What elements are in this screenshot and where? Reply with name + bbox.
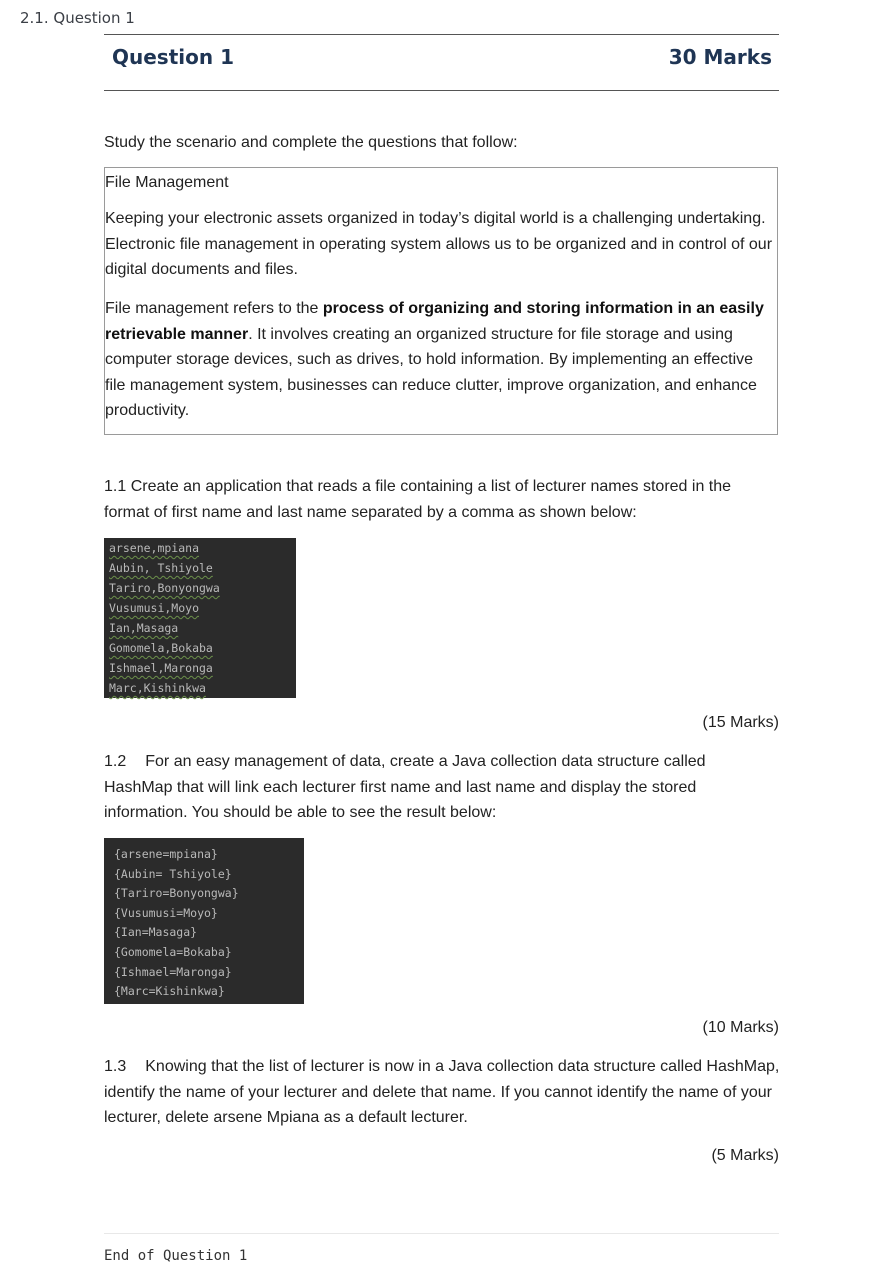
header-bottom-rule — [104, 90, 779, 91]
scenario-box — [104, 167, 778, 435]
question-1-2-body: For an easy management of data, create a Java collection data structure called HashMap that will link each lecturer first name and last name and display the stored information. You should be able to see the result below: — [104, 753, 706, 821]
question-1-1-text: 1.1 Create an application that reads a file containing a list of lecturer names stored in the format of first name and last name separated by a comma as shown below: — [104, 478, 732, 521]
footer-divider — [104, 1233, 779, 1234]
question-1-3-marks: (5 Marks) — [711, 1147, 779, 1164]
header-top-rule — [104, 34, 779, 35]
question-1-3-text — [104, 1054, 784, 1131]
para2-end: . It involves creating an organized structure for file storage and using computer storage devices, such as drives, to hold information. By implementing an effective file management system, businesses can reduce clutter, improve organization, and enhance productivity. — [105, 325, 757, 419]
scenario-paragraph-1: Keeping your electronic assets organized in today’s digital world is a challenging undertaking. Electronic file management in operating system allows us to be organized and in control of our digital documents and files. — [105, 210, 773, 278]
file-line: Vusumusi,Moyo — [109, 601, 200, 615]
intro-text: Study the scenario and complete the questions that follow: — [104, 134, 518, 151]
scenario-title: File Management — [105, 174, 229, 191]
output-line: {Gomomela=Bokaba} — [114, 944, 232, 959]
hashmap-output-code-block — [104, 838, 304, 1004]
question-1-2-marks: (10 Marks) — [702, 1019, 779, 1036]
file-line: Aubin, Tshiyole — [109, 561, 213, 575]
para2-start: File management refers to the — [105, 300, 323, 317]
file-content-code-block — [104, 538, 296, 698]
output-line: {arsene=mpiana} — [114, 847, 218, 861]
output-line: {Ian=Masaga} — [114, 925, 198, 940]
file-line: Ishmael,Maronga — [109, 661, 213, 675]
file-line: Gomomela,Bokaba — [109, 641, 213, 655]
question-1-3-number: 1.3 — [104, 1058, 127, 1075]
question-1-2-text — [104, 749, 744, 826]
question-title: Question 1 — [112, 45, 234, 69]
file-line: Tariro,Bonyongwa — [109, 581, 220, 595]
output-line: {Tariro=Bonyongwa} — [114, 886, 239, 901]
output-line: {Vusumusi=Moyo} — [114, 905, 218, 920]
breadcrumb[interactable]: 2.1. Question 1 — [20, 9, 135, 27]
output-line: {Marc=Kishinkwa} — [114, 984, 225, 999]
para2-bold: process of organizing and storing information in an easily retrievable manner — [105, 300, 764, 343]
end-of-question-label: End of Question 1 — [104, 1248, 248, 1264]
file-line: Marc,Kishinkwa — [109, 681, 206, 695]
file-line: Ian,Masaga — [109, 621, 179, 635]
output-line: {Ishmael=Maronga} — [114, 964, 232, 979]
question-1-3-body: Knowing that the list of lecturer is now in a Java collection data structure called HashMap, identify the name of your lecturer and delete that name. If you cannot identify the name of your lecturer, delete arsene Mpiana as a default lecturer. — [104, 1058, 780, 1126]
scenario-paragraph-2 — [105, 296, 773, 424]
question-1-1-marks: (15 Marks) — [702, 714, 779, 731]
question-1-2-number: 1.2 — [104, 753, 127, 770]
question-total-marks: 30 Marks — [668, 45, 772, 69]
file-line: arsene,mpiana — [109, 541, 200, 555]
output-line: {Aubin= Tshiyole} — [114, 866, 232, 881]
